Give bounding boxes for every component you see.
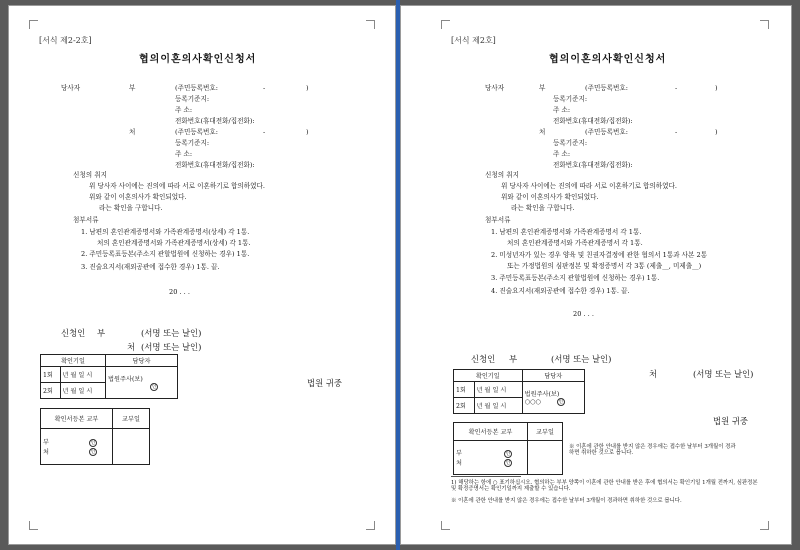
husband-resident-no: (주민등록번호:: [585, 84, 629, 92]
attachment-item: 3. 진술요지서(재외공관에 접수한 경우) 1통. 끝.: [81, 263, 220, 271]
table-cell: 1회: [41, 367, 61, 383]
husband-registry: 등록기준지:: [553, 95, 588, 103]
table-cell: 2회: [41, 383, 61, 399]
table-header: 담당자: [522, 370, 584, 382]
officer-label: 법원주사(보): [108, 376, 143, 383]
purpose-line: 위 당사자 사이에는 진의에 따라 서로 이혼하기로 합의하였다.: [89, 182, 266, 190]
table-cell: 부: [43, 439, 49, 446]
dash: -: [675, 84, 678, 92]
parties-label: 당사자: [61, 84, 81, 92]
copy-issuance-table: [40, 408, 150, 465]
seal-icon: 인: [505, 451, 511, 457]
table-header: 확인기일: [454, 370, 523, 382]
attachment-item: 2. 주민등록표등본(주소지 관할법원에 신청하는 경우) 1통.: [81, 250, 250, 258]
husband-label: 부: [539, 84, 546, 92]
husband-label: 부: [129, 84, 136, 92]
purpose-line: 라는 확인을 구합니다.: [99, 204, 163, 212]
dash: -: [263, 128, 266, 136]
table-cell: 년 월 일 시: [60, 383, 106, 399]
table-cell: 년 월 일 시: [474, 382, 522, 398]
husband-resident-no: (주민등록번호:: [175, 84, 219, 92]
seal-icon: 인: [558, 400, 563, 405]
attachment-item: 4. 진술요지서(재외공관에 접수한 경우) 1통. 끝.: [491, 287, 630, 295]
husband-phone: 전화번호(휴대전화/집전화):: [553, 117, 633, 125]
wife-address: 주 소:: [175, 150, 193, 158]
husband-sign: (서명 또는 날인): [141, 328, 202, 338]
table-header: 교부일: [113, 409, 150, 429]
paren: ): [306, 84, 309, 92]
table-cell: 처: [456, 459, 462, 467]
purpose-line: 위 당사자 사이에는 진의에 따라 서로 이혼하기로 합의하였다.: [501, 182, 678, 190]
crop-mark: [441, 521, 450, 530]
confirmation-table: [453, 369, 585, 414]
applicant-label: 신청인: [471, 354, 496, 364]
footnote: ※ 이혼에 관한 안내를 받지 않은 경우에는 접수한 날부터 3개월이 경과하면 취하한 것으로 봅니다.: [451, 498, 682, 504]
crop-mark: [760, 20, 769, 29]
table-cell: 부: [456, 450, 462, 457]
right-page: [400, 5, 792, 545]
purpose-line: 위와 같이 이혼의사가 확인되었다.: [501, 193, 599, 201]
left-page: [8, 5, 396, 545]
wife-address: 주 소:: [553, 150, 571, 158]
applicant-label: 신청인: [61, 328, 86, 338]
footnote: 1) 해당하는 항에 ○ 표기하십시오. 협의하는 부부 양쪽이 이혼에 관한 안내를 받은 후에 협의서는 확인기일 1개월 전까지, 심판정본 및 확정증명서는 확인기일까지 제출할 수 있습니다.: [451, 480, 758, 493]
wife-resident-no: (주민등록번호:: [585, 128, 629, 136]
crop-mark: [441, 20, 450, 29]
applicant-wife: 처: [127, 342, 136, 352]
copy-issuance-table: [453, 422, 563, 475]
crop-mark: [366, 20, 375, 29]
wife-label: 처: [129, 128, 136, 136]
purpose-heading: 신청의 취지: [485, 171, 519, 179]
crop-mark: [29, 20, 38, 29]
crop-mark: [366, 521, 375, 530]
paren: ): [715, 84, 718, 92]
paren: ): [715, 128, 718, 136]
form-number: [서식 제2호]: [451, 36, 496, 45]
attachment-item: 1. 남편의 혼인관계증명서와 가족관계증명서 각 1통.: [491, 228, 642, 236]
table-cell: 년 월 일 시: [474, 398, 522, 414]
crop-mark: [760, 521, 769, 530]
paren: ): [306, 128, 309, 136]
table-cell: 1회: [454, 382, 475, 398]
applicant-wife: 처: [649, 369, 658, 379]
attachment-item: 3. 주민등록표등본(주소지 관할법원에 신청하는 경우) 1통.: [491, 274, 660, 282]
parties-label: 당사자: [485, 84, 505, 92]
form-title: 협의이혼의사확인신청서: [549, 54, 667, 65]
attachment-item: 처의 혼인관계증명서와 가족관계증명서 각 1통.: [507, 239, 643, 247]
table-cell: 2회: [454, 398, 475, 414]
officer-label: 법원주사(보): [524, 391, 560, 398]
side-note: ※ 이혼에 관한 안내를 받지 않은 경우에는 접수한 날부터 3개월이 경과하면 취하한 것으로 봅니다.: [569, 444, 736, 457]
wife-phone: 전화번호(휴대전화/집전화):: [553, 161, 633, 169]
applicant-husband: 부: [509, 354, 518, 364]
wife-registry: 등록기준지:: [175, 139, 210, 147]
husband-registry: 등록기준지:: [175, 95, 210, 103]
table-cell: 년 월 일 시: [60, 367, 106, 383]
form-title: 협의이혼의사확인신청서: [139, 54, 257, 65]
court-addressee: 법원 귀중: [307, 378, 343, 388]
court-addressee: 법원 귀중: [713, 416, 749, 426]
attachments-heading: 첨부서류: [485, 216, 511, 224]
table-header: 확인서등본 교부: [454, 423, 528, 441]
application-date: 20 . . .: [169, 288, 190, 296]
wife-sign: (서명 또는 날인): [141, 342, 202, 352]
wife-phone: 전화번호(휴대전화/집전화):: [175, 161, 255, 169]
attachment-item: 2. 미성년자가 있는 경우 양육 및 친권자결정에 관한 협의서 1통과 사본 2통: [491, 251, 708, 259]
seal-icon: 인: [151, 385, 157, 390]
husband-phone: 전화번호(휴대전화/집전화):: [175, 117, 255, 125]
seal-icon: 인: [505, 461, 511, 466]
husband-address: 주 소:: [553, 106, 571, 114]
attachments-heading: 첨부서류: [73, 216, 99, 224]
husband-address: 주 소:: [175, 106, 193, 114]
purpose-line: 위와 같이 이혼의사가 확인되었다.: [89, 193, 187, 201]
wife-resident-no: (주민등록번호:: [175, 128, 219, 136]
table-header: 확인기일: [41, 355, 106, 367]
purpose-heading: 신청의 취지: [73, 171, 107, 179]
husband-sign: (서명 또는 날인): [551, 354, 612, 364]
table-header: 담당자: [106, 355, 178, 367]
wife-sign: (서명 또는 날인): [693, 369, 754, 379]
attachment-item: 1. 남편의 혼인관계증명서와 가족관계증명서(상세) 각 1통.: [81, 228, 250, 236]
crop-mark: [29, 521, 38, 530]
table-cell: 처: [43, 448, 49, 456]
form-number: [서식 제2-2호]: [39, 36, 92, 45]
table-header: 확인서등본 교부: [41, 409, 113, 429]
wife-label: 처: [539, 128, 546, 136]
seal-icon: 인: [90, 440, 96, 446]
attachment-item: 처의 혼인관계증명서와 가족관계증명서(상세) 각 1통.: [97, 239, 251, 247]
attachment-item: 또는 가정법원의 심판정본 및 확정증명서 각 3통 (제출__, 미제출__): [507, 262, 702, 270]
purpose-line: 라는 확인을 구합니다.: [511, 204, 575, 212]
applicant-husband: 부: [97, 328, 106, 338]
seal-icon: 인: [90, 450, 96, 455]
footnote-divider: [451, 476, 521, 477]
application-date: 20 . . .: [573, 310, 594, 318]
dash: -: [263, 84, 266, 92]
table-header: 교부일: [528, 423, 563, 441]
dash: -: [675, 128, 678, 136]
confirmation-table: [40, 354, 178, 399]
placeholder-name: ○○○: [524, 398, 541, 406]
wife-registry: 등록기준지:: [553, 139, 588, 147]
